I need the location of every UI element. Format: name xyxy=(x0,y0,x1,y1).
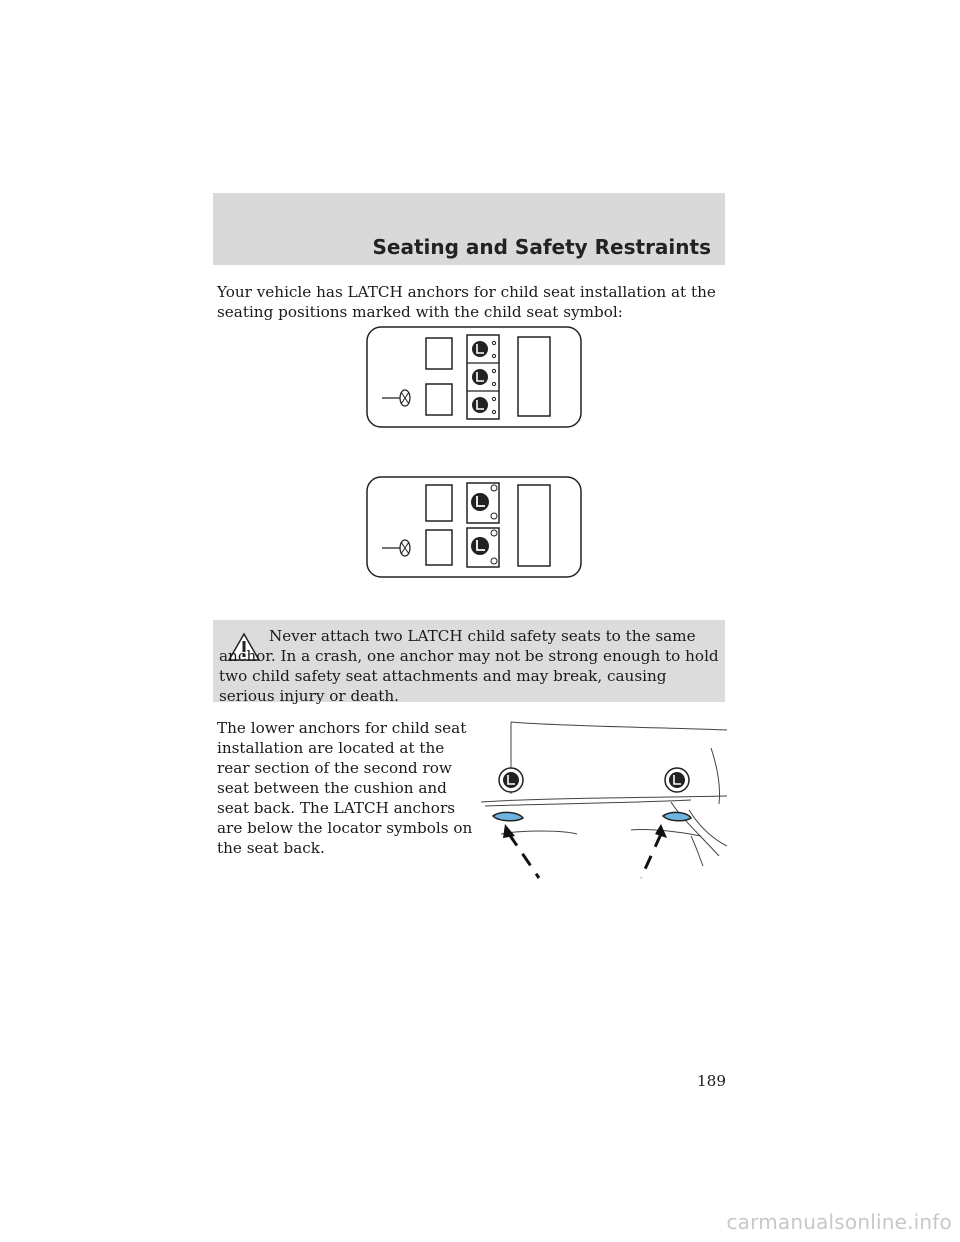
steering-wheel-icon xyxy=(400,540,410,556)
arrow-right-icon xyxy=(641,824,667,878)
watermark-url: carmanualsonline.info xyxy=(726,1210,952,1234)
child-seat-icon xyxy=(472,397,496,414)
latch-anchor-left xyxy=(493,812,523,820)
section-title: Seating and Safety Restraints xyxy=(372,235,711,259)
child-seat-icon xyxy=(472,341,496,358)
seating-diagram-three-positions xyxy=(366,326,582,428)
lower-anchors-paragraph: The lower anchors for child seat installation are located at the rear section of the second row seat between the cushion and seat back. The LATCH anchors are below the locator symbols on the seat back. xyxy=(217,719,473,857)
child-seat-icon xyxy=(472,369,496,386)
warning-text: Never attach two LATCH child safety seats to the same anchor. In a crash, one anchor may not be strong enough to hold two child safety seat attachments and may break, causing serious injury or death. xyxy=(219,627,719,705)
latch-anchor-illustration xyxy=(481,706,727,890)
intro-paragraph: Your vehicle has LATCH anchors for child seat installation at the seating positions marked with the child seat symbol: xyxy=(217,283,716,321)
page-number: 189 xyxy=(697,1072,726,1090)
child-seat-icon xyxy=(471,530,497,564)
latch-anchor-right xyxy=(663,812,691,820)
arrow-left-icon xyxy=(503,824,539,878)
warning-box xyxy=(213,620,725,705)
child-seat-icon xyxy=(471,485,497,519)
section-header xyxy=(213,193,725,265)
child-seat-locator-icon xyxy=(499,768,523,792)
steering-wheel-icon xyxy=(400,390,410,406)
child-seat-locator-icon xyxy=(665,768,689,792)
seating-diagram-two-positions xyxy=(366,476,582,578)
